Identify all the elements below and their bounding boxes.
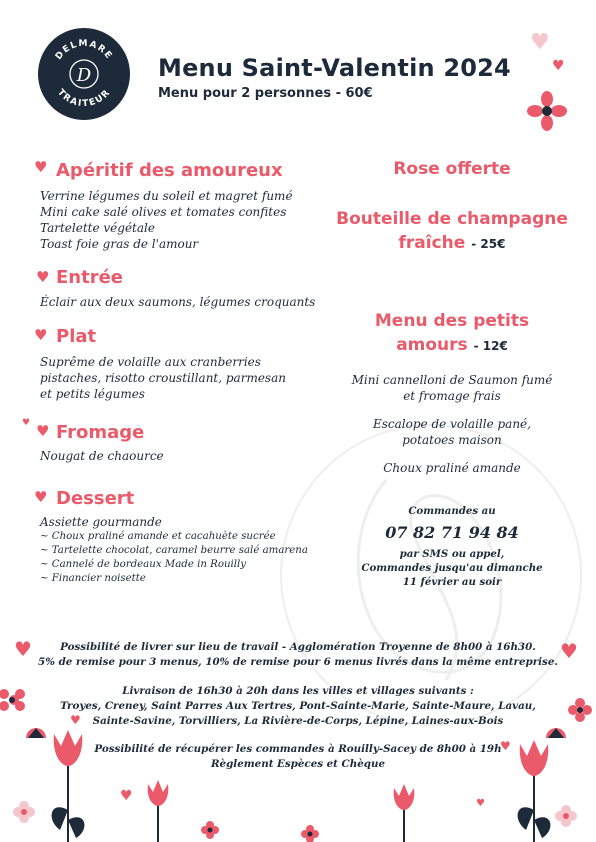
dessert-item: ~ Tartelette chocolat, caramel beurre salé amarena — [40, 545, 308, 556]
flower-icon — [201, 821, 219, 839]
heart-icon — [70, 713, 81, 727]
flower-icon — [13, 801, 35, 823]
heart-icon: ♥ — [34, 158, 48, 176]
petits-item-line: Escalope de volaille pané, — [373, 417, 531, 431]
flower-icon — [555, 805, 577, 827]
petits-item — [322, 372, 582, 404]
tulip-icon — [52, 730, 85, 842]
logo-brand-bottom: TRAITEUR — [55, 87, 113, 110]
heart-icon — [476, 798, 485, 809]
towns-line: Sainte-Savine, Torvilliers, La Rivière-de-Corps, Lépine, Laines-aux-Bois — [92, 715, 504, 727]
svg-text:♥: ♥ — [560, 639, 578, 663]
petits-offer — [322, 334, 582, 358]
plat-heading: Plat — [56, 326, 97, 347]
aperitif-heading: Apéritif des amoureux — [56, 160, 283, 181]
delivery-line: Possibilité de livrer sur lieu de travail - Agglomération Troyenne de 8h00 à 16h30. — [60, 641, 536, 653]
heart-icon: ♥ — [36, 422, 50, 440]
heart-icon — [120, 788, 133, 804]
tulip-icon — [518, 740, 551, 842]
floral-border — [0, 630, 596, 842]
aperitif-item: Toast foie gras de l'amour — [40, 237, 199, 251]
entree-item: Éclair aux deux saumons, légumes croquants — [40, 295, 316, 309]
champagne-offer — [322, 232, 582, 256]
heart-icon: ♥ — [530, 30, 550, 55]
fromage-heading: Fromage — [56, 422, 145, 443]
pickup-line: Possibilité de récupérer les commandes à Rouilly-Sacey de 8h00 à 19h — [94, 743, 502, 755]
champagne-heading: Bouteille de champagne — [336, 209, 568, 229]
logo-mark — [38, 28, 130, 120]
orders-line: Commandes jusqu'au dimanche — [361, 562, 543, 574]
aperitif-item: Mini cake salé olives et tomates confites — [40, 205, 287, 219]
dessert-item: ~ Choux praliné amande et cacahuète sucrée — [40, 531, 276, 542]
logo-monogram: D — [76, 65, 92, 86]
petits-price: - 12€ — [473, 339, 508, 353]
champagne-heading-line2: fraîche — [398, 233, 466, 253]
heart-icon — [560, 639, 578, 663]
heart-icon: ♥ — [22, 418, 31, 428]
svg-text:♥: ♥ — [500, 739, 511, 753]
tulip-icon — [148, 780, 169, 842]
plat-item: et petits légumes — [40, 387, 145, 401]
aperitif-item: Verrine légumes du soleil et magret fumé — [40, 189, 293, 203]
petits-item-line: Mini cannelloni de Saumon fumé — [351, 373, 553, 387]
heart-icon: ♥ — [34, 488, 48, 506]
dessert-heading: Dessert — [56, 488, 135, 509]
rose-offerte: Rose offerte — [393, 159, 511, 179]
delivery-line: 5% de remise pour 3 menus, 10% de remise pour 6 menus livrés dans la même entreprise. — [38, 656, 558, 668]
svg-text:DELMARE — [54, 39, 114, 62]
petits-heading-line2: amours — [396, 335, 468, 355]
dessert-intro: Assiette gourmande — [40, 515, 162, 529]
flower-icon — [546, 728, 566, 738]
page-title: Menu Saint-Valentin 2024 — [158, 54, 511, 82]
page-subtitle: Menu pour 2 personnes - 60€ — [158, 86, 373, 101]
flower-icon — [568, 698, 592, 722]
orders-block — [322, 504, 582, 589]
dessert-item: ~ Financier noisette — [40, 573, 146, 584]
logo-badge — [38, 28, 130, 120]
flower-icon — [0, 689, 25, 711]
petits-item-line: potatoes maison — [402, 433, 502, 447]
heart-icon — [14, 637, 32, 661]
svg-text:♥: ♥ — [120, 788, 133, 804]
svg-text:TRAITEUR — [55, 88, 113, 110]
logo-brand-top: DELMARE — [53, 38, 115, 62]
flower-icon — [26, 728, 46, 738]
dessert-item: ~ Cannelé de bordeaux Made in Rouilly — [40, 559, 247, 570]
towns-line: Livraison de 16h30 à 20h dans les villes et villages suivants : — [122, 685, 474, 697]
heart-icon — [500, 739, 511, 753]
petits-item-line: Choux praliné amande — [383, 461, 521, 475]
fromage-item: Nougat de chaource — [40, 449, 164, 463]
svg-text:♥: ♥ — [476, 798, 485, 809]
entree-heading: Entrée — [56, 267, 124, 288]
petits-heading: Menu des petits — [374, 311, 530, 331]
orders-line: par SMS ou appel, — [399, 548, 505, 560]
orders-phone: 07 82 71 94 84 — [385, 523, 519, 542]
petits-item-line: et fromage frais — [403, 389, 501, 403]
flower-icon — [301, 825, 319, 842]
petits-item — [322, 416, 582, 448]
svg-text:♥: ♥ — [70, 713, 81, 727]
heart-icon: ♥ — [552, 58, 565, 74]
heart-icon: ♥ — [34, 326, 48, 344]
plat-item: Suprême de volaille aux cranberries — [40, 355, 261, 369]
towns-line: Troyes, Creney, Saint Parres Aux Tertres, Pont-Sainte-Marie, Sainte-Maure, Lavau, — [60, 700, 536, 712]
petits-item — [322, 460, 582, 476]
svg-text:♥: ♥ — [14, 637, 32, 661]
champagne-price: - 25€ — [471, 237, 506, 251]
tulip-icon — [394, 784, 415, 842]
orders-line: 11 février au soir — [402, 576, 502, 588]
heart-icon: ♥ — [36, 268, 50, 286]
flower-icon — [526, 90, 568, 132]
orders-label: Commandes au — [408, 505, 496, 517]
pickup-line: Règlement Espèces et Chèque — [210, 758, 385, 770]
plat-item: pistaches, risotto croustillant, parmesan — [40, 371, 286, 385]
aperitif-item: Tartelette végétale — [40, 221, 155, 235]
